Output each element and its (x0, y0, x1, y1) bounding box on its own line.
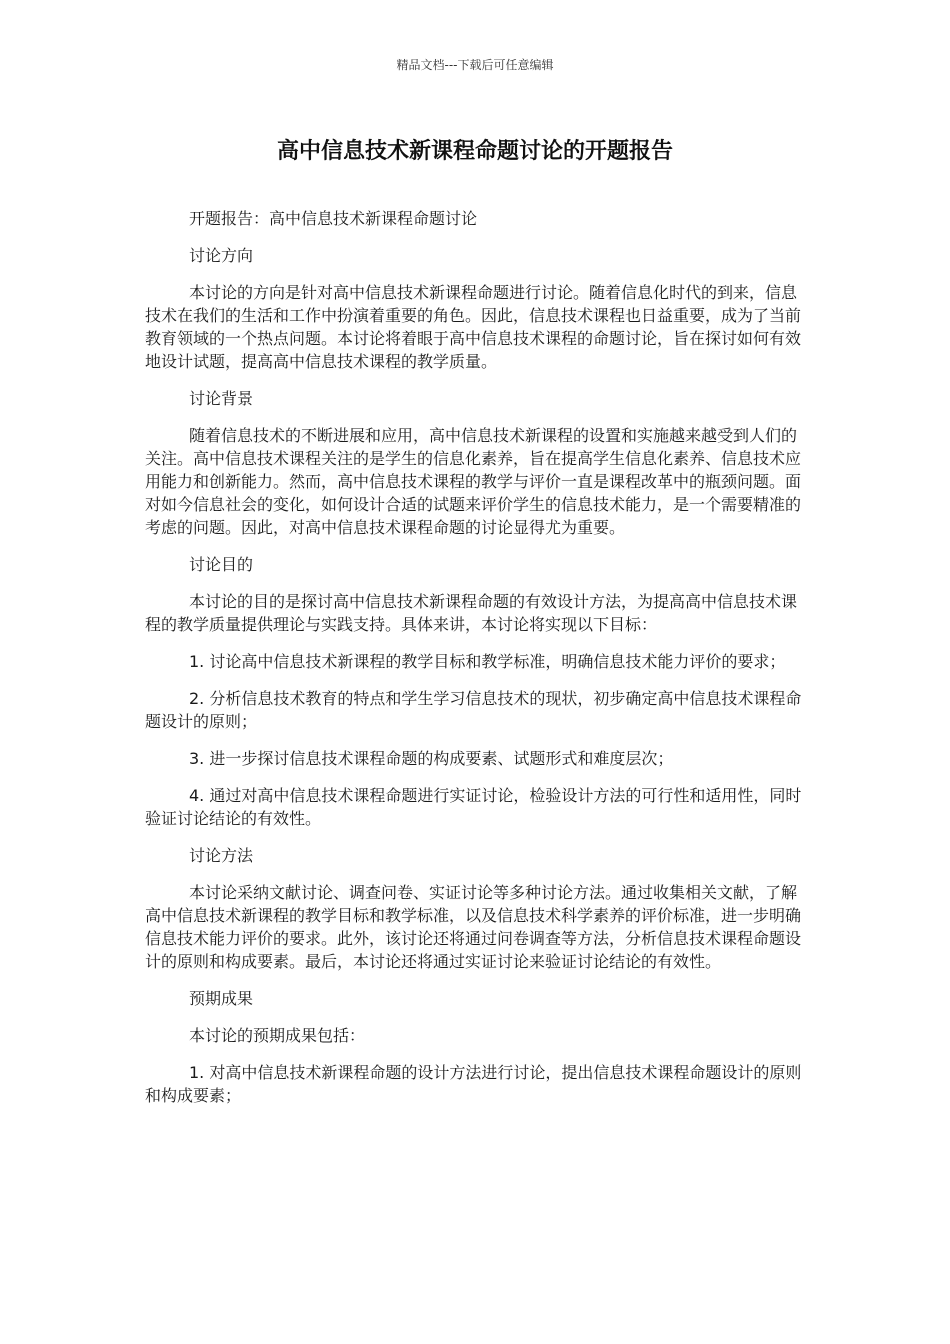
section-heading-outcomes: 预期成果 (189, 989, 254, 1008)
list-item-goal-3: 3. 进一步探讨信息技术课程命题的构成要素、试题形式和难度层次； (189, 749, 674, 768)
paragraph-direction: 本讨论的方向是针对高中信息技术新课程命题进行讨论。随着信息化时代的到来，信息技术在我们的生活和工作中扮演着重要的角色。因此，信息技术课程也日益重要，成为了当前教育领域的一个热点问题。本讨论将着眼于高中信息技术课程的命题讨论，旨在探讨如何有效地设计试题，提高高中信息技术课程的教学质量。 (145, 283, 802, 371)
paragraph-method: 本讨论采纳文献讨论、调查问卷、实证讨论等多种讨论方法。通过收集相关文献，了解高中信息技术新课程的教学目标和教学标准，以及信息技术科学素养的评价标准，进一步明确信息技术能力评价的要求。此外，该讨论还将通过问卷调查等方法，分析信息技术课程命题设计的原则和构成要素。最后，本讨论还将通过实证讨论来验证讨论结论的有效性。 (145, 883, 802, 971)
section-heading-background: 讨论背景 (189, 389, 254, 408)
list-item-outcome-1: 1. 对高中信息技术新课程命题的设计方法进行讨论，提出信息技术课程命题设计的原则和构成要素； (145, 1063, 802, 1105)
section-heading-method: 讨论方法 (189, 846, 254, 865)
section-heading-direction: 讨论方向 (189, 246, 254, 265)
document-body (145, 207, 811, 1121)
paragraph-outcomes-intro: 本讨论的预期成果包括： (189, 1026, 366, 1045)
list-item-goal-4: 4. 通过对高中信息技术课程命题进行实证讨论，检验设计方法的可行性和适用性，同时验证讨论结论的有效性。 (145, 786, 802, 828)
list-item-goal-1: 1. 讨论高中信息技术新课程的教学目标和教学标准，明确信息技术能力评价的要求； (189, 652, 786, 671)
paragraph-background: 随着信息技术的不断进展和应用，高中信息技术新课程的设置和实施越来越受到人们的关注。高中信息技术课程关注的是学生的信息化素养，旨在提高学生信息化素养、信息技术应用能力和创新能力。然而，高中信息技术课程的教学与评价一直是课程改革中的瓶颈问题。面对如今信息社会的变化，如何设计合适的试题来评价学生的信息技术能力，是一个需要精准的考虑的问题。因此，对高中信息技术课程命题的讨论显得尤为重要。 (145, 426, 802, 537)
report-subject: 开题报告：高中信息技术新课程命题讨论 (189, 209, 478, 228)
section-heading-purpose: 讨论目的 (189, 555, 254, 574)
page-header: 精品文档---下载后可任意编辑 (396, 58, 554, 72)
paragraph-purpose: 本讨论的目的是探讨高中信息技术新课程命题的有效设计方法，为提高高中信息技术课程的教学质量提供理论与实践支持。具体来讲，本讨论将实现以下目标： (145, 592, 798, 634)
list-item-goal-2: 2. 分析信息技术教育的特点和学生学习信息技术的现状，初步确定高中信息技术课程命题设计的原则； (145, 689, 802, 731)
document-title: 高中信息技术新课程命题讨论的开题报告 (276, 139, 673, 164)
